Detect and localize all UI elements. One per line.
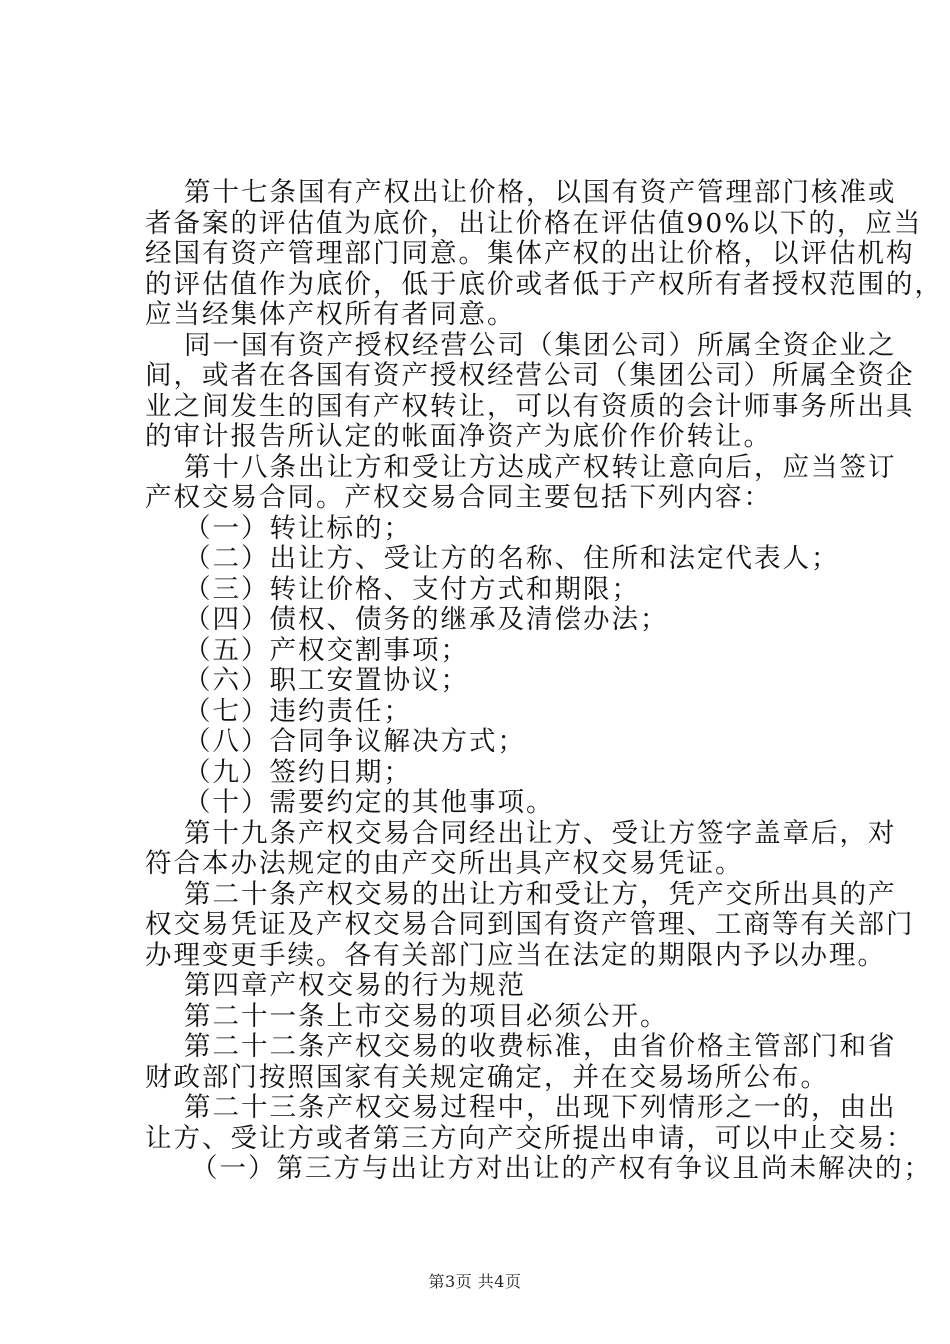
- text-line: 产权交易合同。产权交易合同主要包括下列内容：: [145, 482, 772, 513]
- page-number: 第3页 共4页: [428, 1272, 522, 1291]
- list-item: （一）转让标的；: [184, 512, 412, 544]
- list-item: （五）产权交割事项；: [184, 634, 469, 666]
- text-line: 权交易凭证及产权交易合同到国有资产管理、工商等有关部门: [145, 909, 915, 940]
- list-item: （二）出让方、受让方的名称、住所和法定代表人；: [184, 543, 840, 574]
- document-body: [145, 177, 943, 1185]
- list-item: （四）债权、债务的继承及清偿办法；: [184, 604, 669, 635]
- text-line: 第十九条产权交易合同经出让方、受让方签字盖章后，对: [184, 817, 897, 849]
- text-line: 第十七条国有产权出让价格，以国有资产管理部门核准或: [184, 177, 897, 208]
- text-line: 第二十条产权交易的出让方和受让方，凭产交所出具的产: [184, 878, 897, 910]
- list-item: （一）第三方与出让方对出让的产权有争议且尚未解决的；: [191, 1153, 932, 1184]
- text-line: 间，或者在各国有资产授权经营公司（集团公司）所属全资企: [145, 360, 915, 391]
- text-line: 者备案的评估值为底价，出让价格在评估值90%以下的，应当: [145, 207, 923, 239]
- text-line: 经国有资产管理部门同意。集体产权的出让价格，以评估机构: [145, 238, 915, 269]
- list-item: （九）签约日期；: [184, 756, 412, 788]
- list-item: （十）需要约定的其他事项。: [184, 787, 555, 818]
- text-line: 的审计报告所认定的帐面净资产为底价作价转让。: [145, 421, 772, 452]
- text-line: 应当经集体产权所有者同意。: [145, 299, 516, 330]
- text-line: 业之间发生的国有产权转让，可以有资质的会计师事务所出具: [145, 390, 915, 422]
- list-item: （三）转让价格、支付方式和期限；: [184, 573, 640, 605]
- text-line: 让方、受让方或者第三方向产交所提出申请，可以中止交易：: [145, 1122, 915, 1154]
- text-line: 第二十一条上市交易的项目必须公开。: [184, 1000, 669, 1032]
- list-item: （六）职工安置协议；: [184, 665, 469, 696]
- chapter-heading: 第四章产权交易的行为规范: [184, 970, 526, 1001]
- text-line: 第十八条出让方和受让方达成产权转让意向后，应当签订: [184, 451, 897, 483]
- text-line: 办理变更手续。各有关部门应当在法定的期限内予以办理。: [145, 939, 886, 971]
- text-line: 的评估值作为底价，低于底价或者低于产权所有者授权范围的，: [145, 268, 943, 300]
- list-item: （七）违约责任；: [184, 695, 412, 727]
- text-line: 符合本办法规定的由产交所出具产权交易凭证。: [145, 848, 744, 879]
- text-line: 第二十三条产权交易过程中，出现下列情形之一的，由出: [184, 1092, 897, 1123]
- list-item: （八）合同争议解决方式；: [184, 726, 526, 757]
- text-line: 第二十二条产权交易的收费标准，由省价格主管部门和省: [184, 1031, 897, 1062]
- text-line: 财政部门按照国家有关规定确定，并在交易场所公布。: [145, 1061, 829, 1093]
- text-line: 同一国有资产授权经营公司（集团公司）所属全资企业之: [184, 329, 897, 361]
